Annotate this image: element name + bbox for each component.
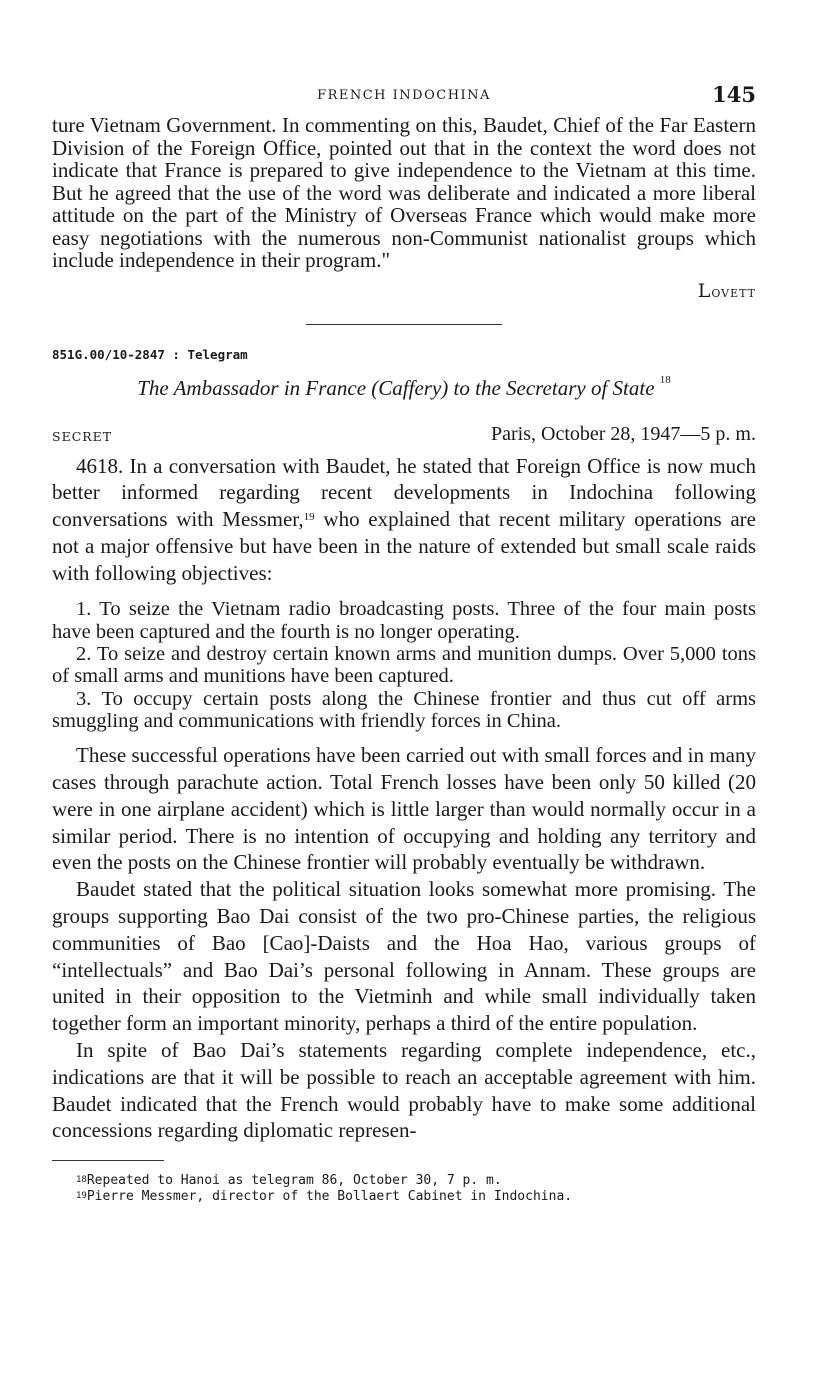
body-paragraph: In spite of Bao Dai’s statements regarding complete independence, etc., indications are that it will be possible to reach an acceptable agreement with him. Baudet indicated that the French would probably have to make some additional concessions regarding diplomatic represen- — [52, 1038, 756, 1143]
continuation-paragraph: ture Vietnam Government. In commenting on this, Baudet, Chief of the Far Eastern Division of the Foreign Office, pointed out that in the context the word does not indicate that France is prepared to give independence to the Vietnam at this time. But he agreed that the use of the word was deliberate and indicated a more liberal attitude on the part of the Ministry of Overseas France which would make more easy negotiations with the numerous non-Communist nationalist groups which include independence in their program." — [52, 113, 756, 272]
footnote-text: Pierre Messmer, director of the Bollaert Cabinet in Indochina. — [86, 1189, 573, 1205]
document-title-text: The Ambassador in France (Caffery) to the Secretary of State — [137, 375, 655, 400]
footnotes — [52, 1173, 756, 1205]
objectives-list — [52, 598, 756, 732]
footnote-mark: 18 — [76, 1175, 87, 1186]
file-number: 851G.00/10-2847 : Telegram — [52, 346, 248, 362]
body-paragraph: Baudet stated that the political situation looks somewhat more promising. The groups supporting Bao Dai consist of the two pro-Chinese parties, the religious communities of Bao [Cao]-Daists and the Hoa Hao, various groups of “intellectuals” and Bao Dai’s personal following in Annam. These groups are united in their opposition to the Vietminh and while small individually taken together form an important minority, perhaps a third of the entire population. — [52, 877, 756, 1036]
document-page — [52, 78, 756, 1205]
footnote-item — [52, 1173, 756, 1189]
footnote-item — [52, 1189, 756, 1205]
footnote-mark: 19 — [76, 1191, 87, 1202]
opening-text-after: who explained that recent military operations are not a major offensive but have been in the nature of extended but small scale raids with following objectives: — [52, 507, 756, 585]
objective-item: 2. To seize and destroy certain known arms and munition dumps. Over 5,000 tons of small arms and munitions have been captured. — [52, 643, 756, 688]
footnote-ref-19: 19 — [303, 511, 315, 524]
classification: SECRET — [52, 428, 113, 444]
footnote-divider — [52, 1160, 164, 1161]
document-title — [52, 373, 756, 401]
body-paragraph: These successful operations have been carried out with small forces and in many cases through parachute action. Total French losses have been only 50 killed (20 were in one airplane accident) which is little larger than would normally occur in a similar period. There is no intention of occupying and holding any territory and even the posts on the Chinese frontier will probably eventually be withdrawn. — [52, 743, 756, 875]
section-divider — [306, 324, 502, 325]
dateline-row — [52, 423, 756, 449]
signature: Lovett — [697, 279, 756, 302]
footnote-ref-18: 18 — [659, 373, 671, 386]
page-number: 145 — [712, 82, 756, 107]
objective-item: 3. To occupy certain posts along the Chinese frontier and thus cut off arms smuggling and communications with friendly forces in China. — [52, 687, 756, 732]
running-title: FRENCH INDOCHINA — [317, 88, 491, 103]
objective-item: 1. To seize the Vietnam radio broadcasting posts. Three of the four main posts have been captured and the fourth is no longer operating. — [52, 598, 756, 643]
footnote-text: Repeated to Hanoi as telegram 86, October 30, 7 p. m. — [86, 1173, 502, 1189]
opening-paragraph — [52, 453, 756, 587]
body-paragraphs — [52, 742, 756, 1144]
running-header — [52, 78, 756, 114]
dateline: Paris, October 28, 1947—5 p. m. — [491, 422, 756, 445]
opening-text-before: 4618. In a conversation with Baudet, he stated that Foreign Office is now much better informed regarding recent developments in Indochina following conversations with Messmer, — [52, 453, 756, 532]
